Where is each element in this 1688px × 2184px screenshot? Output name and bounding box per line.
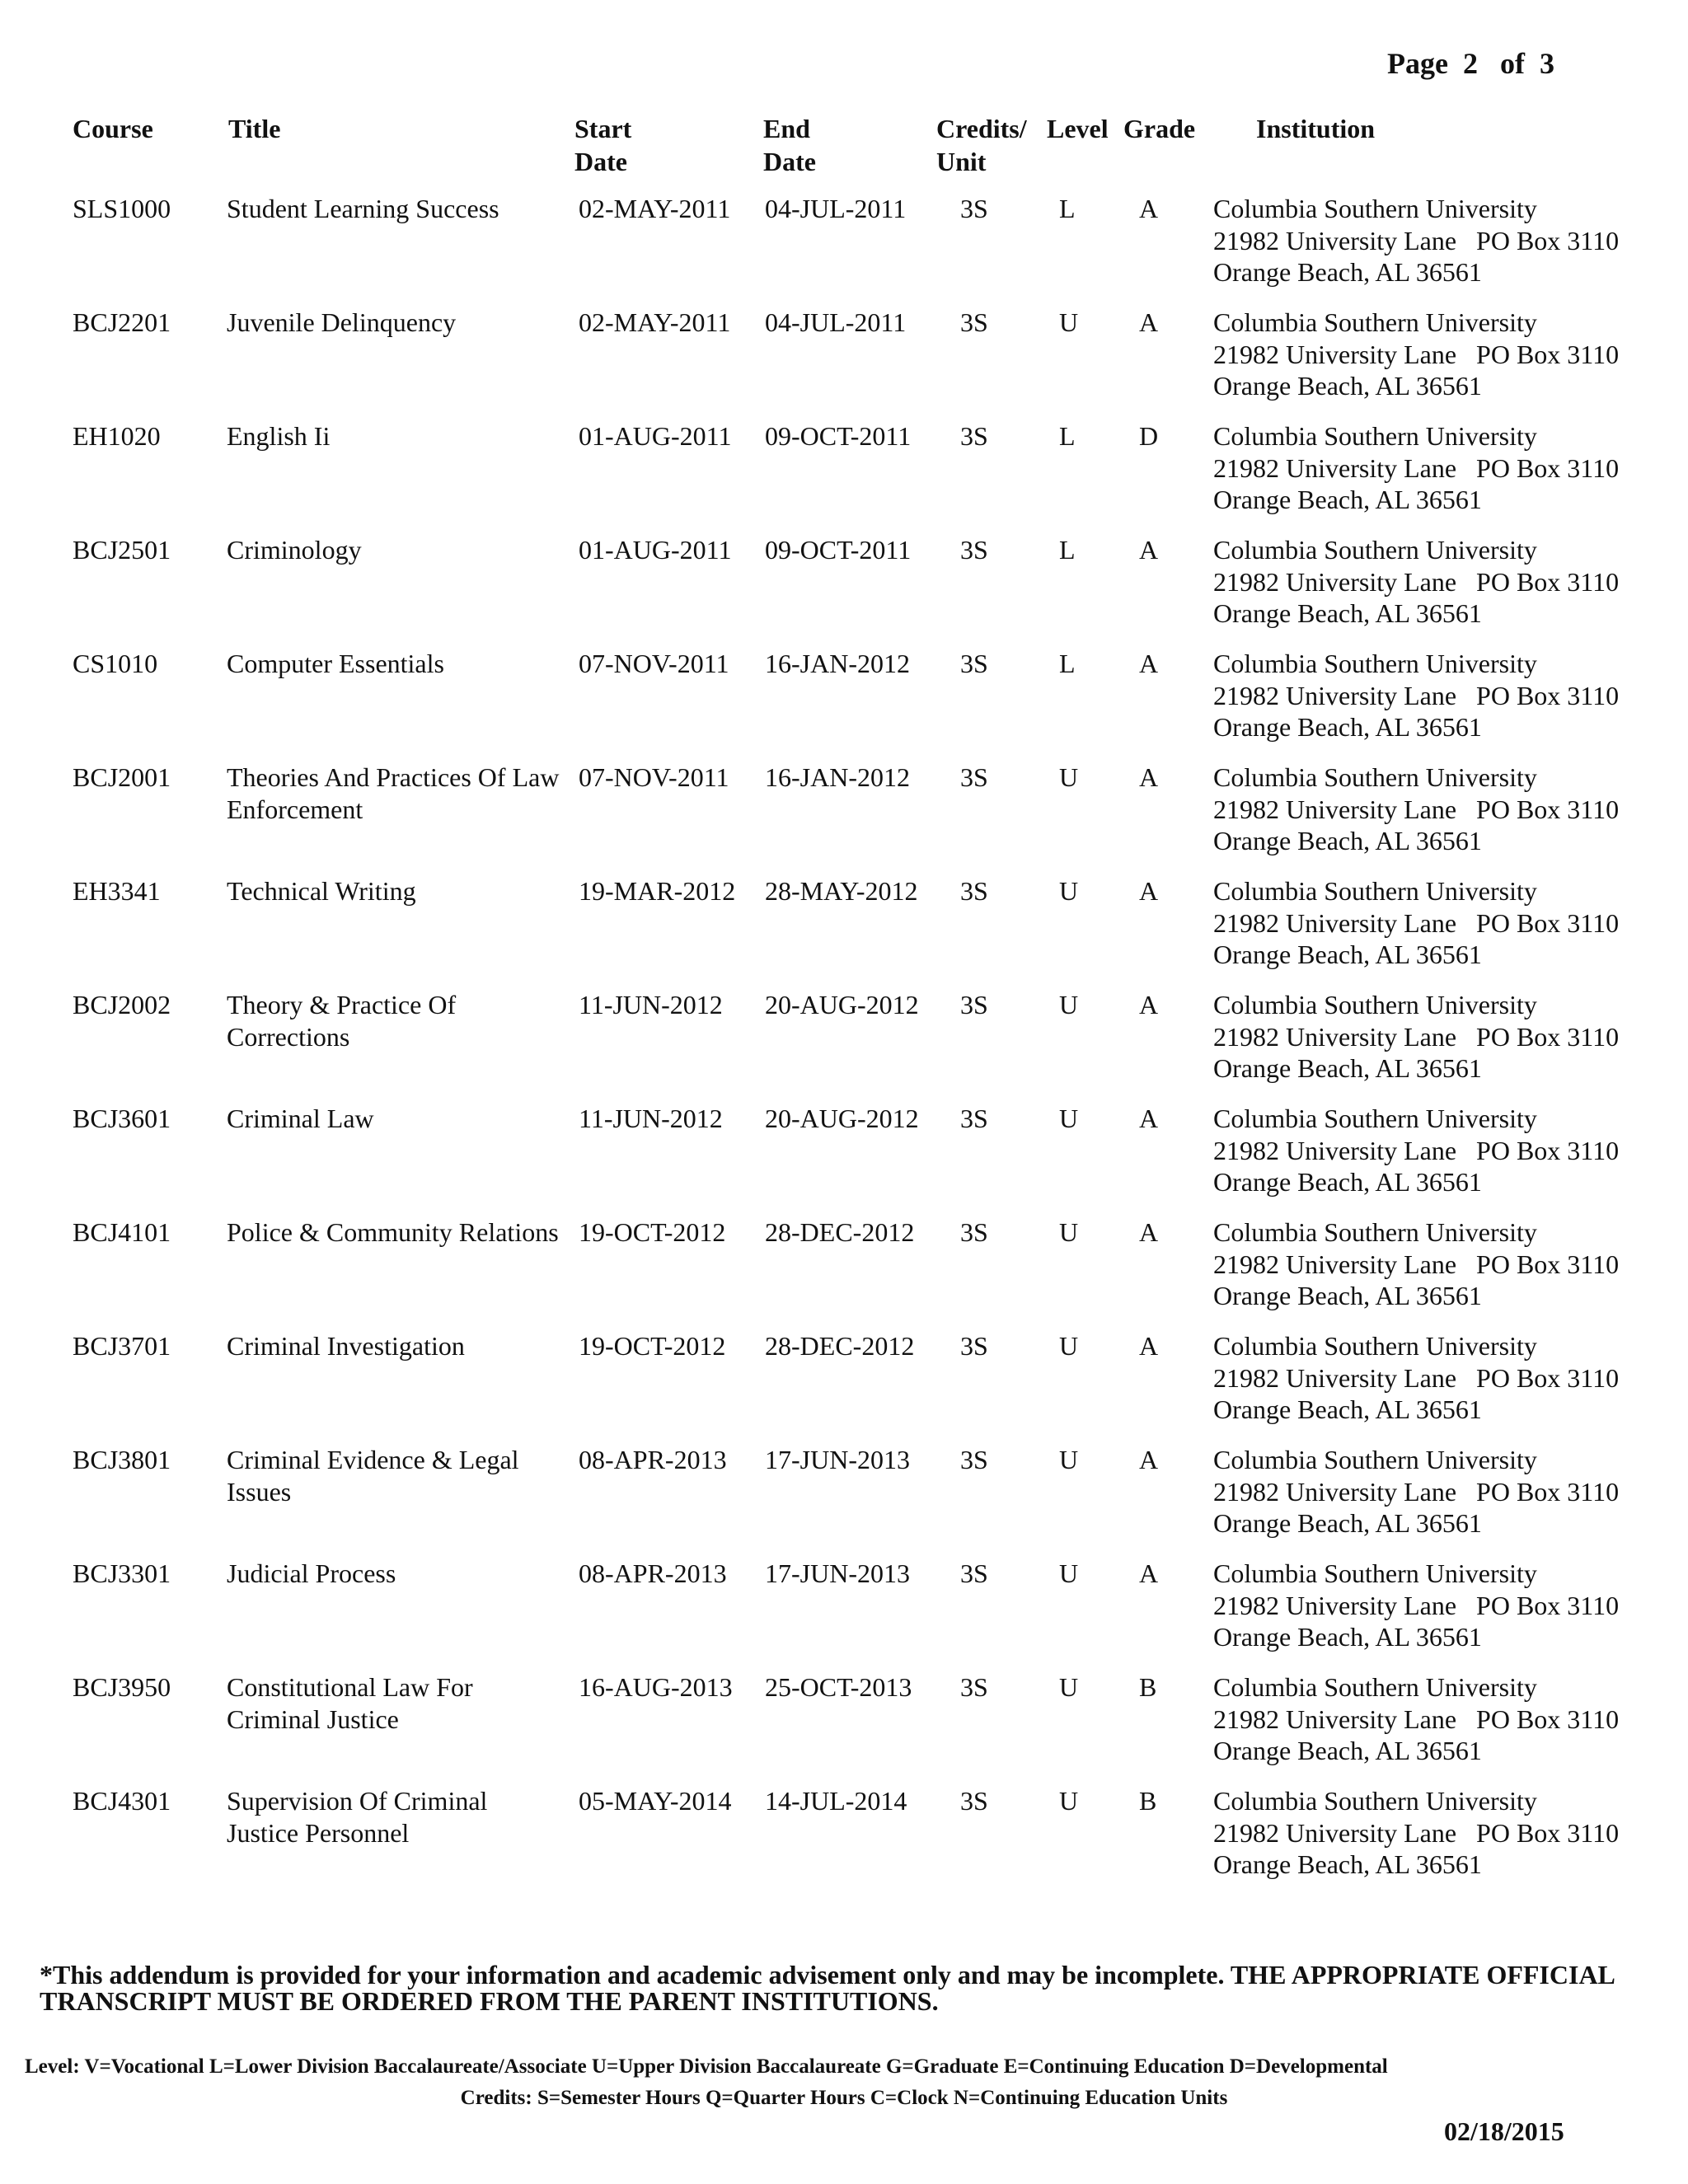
course-grade: A	[1139, 876, 1159, 906]
credits-unit: 3S	[960, 1331, 988, 1361]
end-date: 28-DEC-2012	[765, 1331, 915, 1361]
institution-name: Columbia Southern University	[1213, 1217, 1537, 1247]
institution-address	[1213, 648, 1619, 743]
institution-street: 21982 University Lane PO Box 3110	[1213, 1704, 1620, 1734]
course-code: EH1020	[73, 421, 161, 451]
institution-name: Columbia Southern University	[1213, 1558, 1537, 1588]
institution-address	[1213, 193, 1619, 288]
end-date: 09-OCT-2011	[765, 535, 912, 565]
course-level: L	[1059, 194, 1076, 223]
course-code: BCJ4101	[73, 1217, 171, 1247]
course-grade: A	[1139, 649, 1159, 678]
table-row	[0, 420, 1688, 534]
institution-city: Orange Beach, AL 36561	[1213, 1508, 1482, 1538]
institution-address	[1213, 307, 1619, 402]
course-title: Computer Essentials	[227, 649, 444, 678]
course-level: U	[1059, 1104, 1079, 1133]
course-grade: A	[1139, 535, 1159, 565]
header-level: Level	[1047, 114, 1109, 143]
institution-city: Orange Beach, AL 36561	[1213, 371, 1482, 401]
header-end-date	[763, 112, 816, 178]
institution-name: Columbia Southern University	[1213, 1104, 1537, 1133]
institution-city: Orange Beach, AL 36561	[1213, 1849, 1482, 1879]
end-date: 20-AUG-2012	[765, 1104, 919, 1133]
course-level: U	[1059, 876, 1079, 906]
institution-name: Columbia Southern University	[1213, 649, 1537, 678]
course-title: Constitutional Law For Criminal Justice	[227, 1672, 473, 1734]
end-date: 09-OCT-2011	[765, 421, 912, 451]
course-title: Criminology	[227, 535, 362, 565]
institution-city: Orange Beach, AL 36561	[1213, 940, 1482, 969]
start-date: 01-AUG-2011	[579, 535, 732, 565]
start-date: 08-APR-2013	[579, 1445, 727, 1474]
course-level: U	[1059, 1786, 1079, 1816]
end-date: 17-JUN-2013	[765, 1558, 910, 1588]
credits-unit: 3S	[960, 1786, 988, 1816]
course-grade: A	[1139, 1104, 1159, 1133]
header-credits-line2: Unit	[936, 147, 987, 176]
course-grade: D	[1139, 421, 1159, 451]
institution-address	[1213, 420, 1619, 516]
header-title: Title	[228, 114, 281, 143]
course-grade: A	[1139, 1217, 1159, 1247]
institution-city: Orange Beach, AL 36561	[1213, 1394, 1482, 1424]
course-title: Supervision Of Criminal Justice Personnel	[227, 1786, 488, 1848]
course-code: BCJ2002	[73, 990, 171, 1019]
institution-address	[1213, 1671, 1619, 1767]
institution-street: 21982 University Lane PO Box 3110	[1213, 452, 1620, 483]
institution-address	[1213, 762, 1619, 857]
institution-street: 21982 University Lane PO Box 3110	[1213, 1362, 1620, 1393]
institution-address	[1213, 1558, 1619, 1653]
course-level: U	[1059, 1217, 1079, 1247]
institution-street: 21982 University Lane PO Box 3110	[1213, 225, 1620, 255]
course-title: Police & Community Relations	[227, 1217, 559, 1247]
institution-city: Orange Beach, AL 36561	[1213, 1736, 1482, 1765]
credits-unit: 3S	[960, 990, 988, 1019]
credits-unit: 3S	[960, 1104, 988, 1133]
course-code: SLS1000	[73, 194, 171, 223]
course-level: L	[1059, 535, 1076, 565]
credits-unit: 3S	[960, 535, 988, 565]
credits-unit: 3S	[960, 421, 988, 451]
course-code: BCJ2201	[73, 307, 171, 337]
credits-legend: Credits: S=Semester Hours Q=Quarter Hours C=Clock N=Continuing Education Units	[460, 2087, 1228, 2109]
course-level: U	[1059, 990, 1079, 1019]
start-date: 19-OCT-2012	[579, 1217, 726, 1247]
table-row	[0, 1558, 1688, 1671]
course-code: BCJ4301	[73, 1786, 171, 1816]
course-code: BCJ3801	[73, 1445, 171, 1474]
start-date: 19-MAR-2012	[579, 876, 736, 906]
institution-street: 21982 University Lane PO Box 3110	[1213, 566, 1620, 597]
course-grade: A	[1139, 1445, 1159, 1474]
table-row	[0, 648, 1688, 762]
institution-address	[1213, 1785, 1619, 1881]
institution-street: 21982 University Lane PO Box 3110	[1213, 1476, 1620, 1507]
start-date: 05-MAY-2014	[579, 1786, 732, 1816]
table-row	[0, 1671, 1688, 1785]
header-credits-line1: Credits/	[936, 114, 1027, 143]
print-date: 02/18/2015	[1444, 2116, 1564, 2146]
course-grade: A	[1139, 1331, 1159, 1361]
course-table	[0, 193, 1688, 1899]
course-title: Criminal Investigation	[227, 1331, 465, 1361]
course-level: U	[1059, 1558, 1079, 1588]
institution-city: Orange Beach, AL 36561	[1213, 257, 1482, 287]
institution-street: 21982 University Lane PO Box 3110	[1213, 339, 1620, 369]
institution-address	[1213, 989, 1619, 1085]
end-date: 28-MAY-2012	[765, 876, 918, 906]
course-level: L	[1059, 421, 1076, 451]
table-row	[0, 1330, 1688, 1444]
start-date: 11-JUN-2012	[579, 990, 723, 1019]
course-grade: A	[1139, 1558, 1159, 1588]
institution-city: Orange Beach, AL 36561	[1213, 1053, 1482, 1083]
institution-street: 21982 University Lane PO Box 3110	[1213, 1590, 1620, 1620]
course-title: Juvenile Delinquency	[227, 307, 457, 337]
institution-name: Columbia Southern University	[1213, 1672, 1537, 1702]
end-date: 16-JAN-2012	[765, 762, 910, 792]
institution-name: Columbia Southern University	[1213, 990, 1537, 1019]
course-grade: B	[1139, 1786, 1157, 1816]
header-institution: Institution	[1256, 114, 1376, 143]
course-level: U	[1059, 762, 1079, 792]
table-row	[0, 1785, 1688, 1899]
course-grade: B	[1139, 1672, 1157, 1702]
end-date: 04-JUL-2011	[765, 194, 907, 223]
credits-unit: 3S	[960, 1558, 988, 1588]
table-row	[0, 193, 1688, 307]
course-title: Criminal Evidence & Legal Issues	[227, 1445, 519, 1507]
institution-name: Columbia Southern University	[1213, 307, 1537, 337]
institution-city: Orange Beach, AL 36561	[1213, 1167, 1482, 1197]
course-title: Theories And Practices Of Law Enforcement	[227, 762, 560, 824]
course-code: EH3341	[73, 876, 161, 906]
disclaimer-note: *This addendum is provided for your information and academic advisement only and may be incomplete. THE APPROPRIATE OFFICIAL TRANSCRIPT MUST BE ORDERED FROM THE PARENT INSTITUTIONS.	[40, 1960, 1615, 2016]
institution-street: 21982 University Lane PO Box 3110	[1213, 1135, 1620, 1165]
header-end-line2: Date	[763, 147, 816, 176]
course-code: BCJ3701	[73, 1331, 171, 1361]
course-title: English Ii	[227, 421, 331, 451]
start-date: 07-NOV-2011	[579, 649, 729, 678]
course-title: Theory & Practice Of Corrections	[227, 990, 457, 1052]
table-row	[0, 875, 1688, 989]
end-date: 17-JUN-2013	[765, 1445, 910, 1474]
start-date: 08-APR-2013	[579, 1558, 727, 1588]
table-row	[0, 1103, 1688, 1216]
end-date: 20-AUG-2012	[765, 990, 919, 1019]
course-title: Technical Writing	[227, 876, 416, 906]
course-grade: A	[1139, 762, 1159, 792]
institution-city: Orange Beach, AL 36561	[1213, 826, 1482, 855]
start-date: 16-AUG-2013	[579, 1672, 733, 1702]
course-code: CS1010	[73, 649, 158, 678]
institution-city: Orange Beach, AL 36561	[1213, 712, 1482, 742]
table-row	[0, 989, 1688, 1103]
course-grade: A	[1139, 307, 1159, 337]
header-start-line2: Date	[574, 147, 627, 176]
table-row	[0, 534, 1688, 648]
end-date: 14-JUL-2014	[765, 1786, 907, 1816]
institution-name: Columbia Southern University	[1213, 421, 1537, 451]
institution-street: 21982 University Lane PO Box 3110	[1213, 680, 1620, 710]
header-end-line1: End	[763, 114, 810, 143]
credits-unit: 3S	[960, 762, 988, 792]
start-date: 02-MAY-2011	[579, 307, 731, 337]
institution-address	[1213, 1330, 1619, 1426]
header-grade: Grade	[1123, 114, 1196, 143]
institution-name: Columbia Southern University	[1213, 535, 1537, 565]
end-date: 25-OCT-2013	[765, 1672, 912, 1702]
table-row	[0, 1444, 1688, 1558]
end-date: 28-DEC-2012	[765, 1217, 915, 1247]
course-level: U	[1059, 1445, 1079, 1474]
header-start-date	[574, 112, 631, 178]
course-code: BCJ2001	[73, 762, 171, 792]
institution-address	[1213, 1444, 1619, 1540]
start-date: 01-AUG-2011	[579, 421, 732, 451]
header-course: Course	[73, 114, 153, 143]
institution-city: Orange Beach, AL 36561	[1213, 485, 1482, 514]
institution-name: Columbia Southern University	[1213, 194, 1537, 223]
start-date: 07-NOV-2011	[579, 762, 729, 792]
course-level: U	[1059, 307, 1079, 337]
course-code: BCJ2501	[73, 535, 171, 565]
institution-city: Orange Beach, AL 36561	[1213, 1622, 1482, 1652]
credits-unit: 3S	[960, 649, 988, 678]
institution-address	[1213, 1216, 1619, 1312]
institution-address	[1213, 1103, 1619, 1198]
institution-name: Columbia Southern University	[1213, 762, 1537, 792]
institution-city: Orange Beach, AL 36561	[1213, 598, 1482, 628]
table-row	[0, 762, 1688, 875]
header-start-line1: Start	[574, 114, 632, 143]
course-grade: A	[1139, 194, 1159, 223]
course-title: Criminal Law	[227, 1104, 374, 1133]
institution-name: Columbia Southern University	[1213, 876, 1537, 906]
start-date: 19-OCT-2012	[579, 1331, 726, 1361]
course-level: U	[1059, 1672, 1079, 1702]
institution-street: 21982 University Lane PO Box 3110	[1213, 1249, 1620, 1279]
header-credits-unit	[936, 112, 1027, 178]
institution-name: Columbia Southern University	[1213, 1786, 1537, 1816]
credits-unit: 3S	[960, 307, 988, 337]
course-title: Student Learning Success	[227, 194, 499, 223]
credits-unit: 3S	[960, 1445, 988, 1474]
credits-unit: 3S	[960, 876, 988, 906]
level-legend: Level: V=Vocational L=Lower Division Baccalaureate/Associate U=Upper Division Baccalaureate G=Graduate E=Continuing Education D=Developmental	[25, 2055, 1388, 2078]
course-title: Judicial Process	[227, 1558, 396, 1588]
course-grade: A	[1139, 990, 1159, 1019]
course-code: BCJ3950	[73, 1672, 171, 1702]
start-date: 11-JUN-2012	[579, 1104, 723, 1133]
table-row	[0, 307, 1688, 420]
credits-unit: 3S	[960, 1217, 988, 1247]
start-date: 02-MAY-2011	[579, 194, 731, 223]
end-date: 16-JAN-2012	[765, 649, 910, 678]
table-row	[0, 1216, 1688, 1330]
institution-city: Orange Beach, AL 36561	[1213, 1281, 1482, 1310]
course-code: BCJ3601	[73, 1104, 171, 1133]
institution-street: 21982 University Lane PO Box 3110	[1213, 1021, 1620, 1052]
institution-name: Columbia Southern University	[1213, 1331, 1537, 1361]
institution-address	[1213, 875, 1619, 971]
course-level: L	[1059, 649, 1076, 678]
institution-street: 21982 University Lane PO Box 3110	[1213, 907, 1620, 938]
page-indicator: Page 2 of 3	[1387, 47, 1554, 80]
credits-unit: 3S	[960, 1672, 988, 1702]
institution-address	[1213, 534, 1619, 630]
credits-unit: 3S	[960, 194, 988, 223]
institution-name: Columbia Southern University	[1213, 1445, 1537, 1474]
end-date: 04-JUL-2011	[765, 307, 907, 337]
course-code: BCJ3301	[73, 1558, 171, 1588]
course-level: U	[1059, 1331, 1079, 1361]
institution-street: 21982 University Lane PO Box 3110	[1213, 794, 1620, 824]
institution-street: 21982 University Lane PO Box 3110	[1213, 1817, 1620, 1848]
